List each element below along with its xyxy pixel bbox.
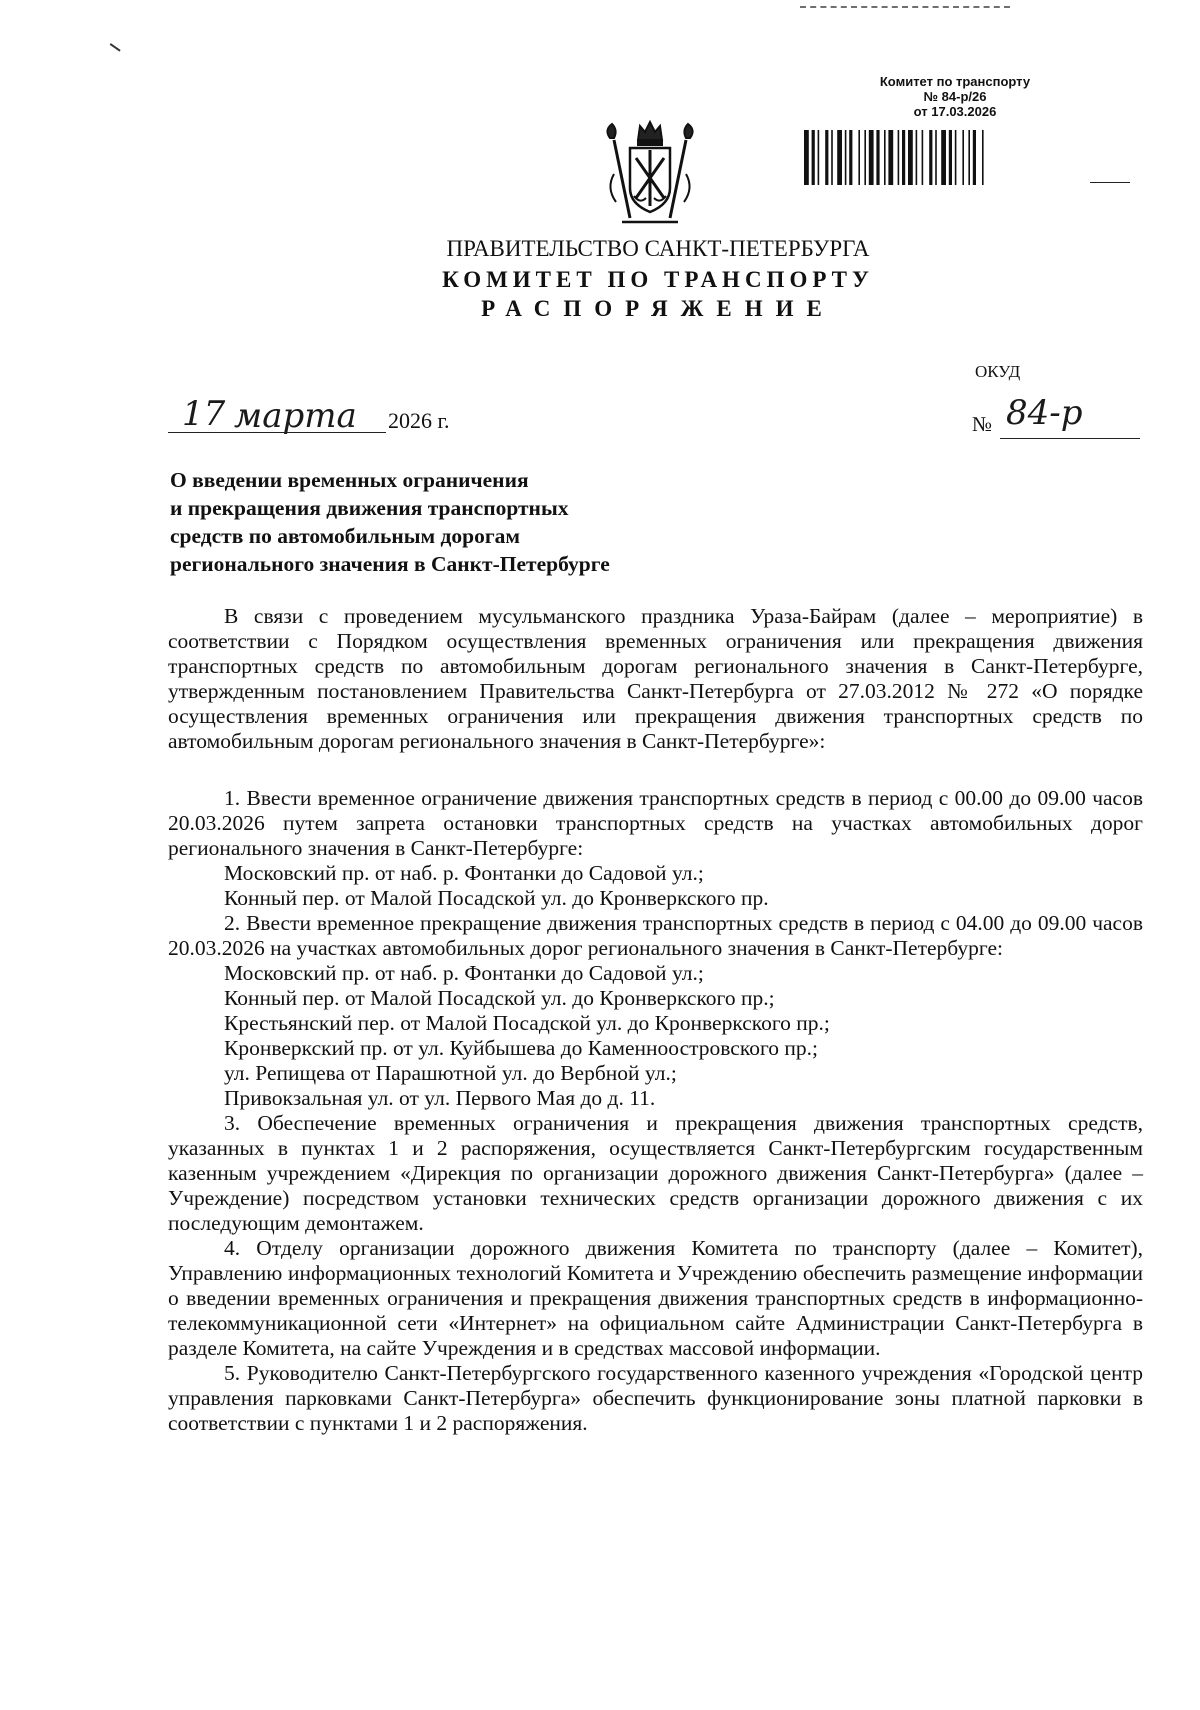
street-item: Московский пр. от наб. р. Фонтанки до Садовой ул.; [224,961,704,985]
stamp-committee: Комитет по транспорту [879,74,1031,89]
street-item: Конный пер. от Малой Посадской ул. до Кронверкского пр.; [224,986,775,1010]
street-item: Привокзальная ул. от ул. Первого Мая до д. 11. [224,1086,656,1110]
scan-artifact [800,6,1010,11]
item-1: 1. Ввести временное ограничение движения транспортных средств в период с 00.00 до 09.00 часов 20.03.2026 путем запрета остановки транспортных средств на участках автомобильных дорог регионального значения в Санкт-Петербурге: [168,786,1143,860]
item-5: 5. Руководителю Санкт-Петербургского государственного казенного учреждения «Городской центр управления парковками Санкт-Петербурга» обеспечить функционирование зоны платной парковки в соответствии с пунктами 1 и 2 распоряжения. [168,1361,1143,1435]
order-number-label: № [972,412,993,436]
date-month-handwritten: марта [234,396,357,436]
street-item: ул. Репищева от Парашютной ул. до Вербной ул.; [224,1061,677,1085]
registration-stamp [800,74,1110,119]
title-line: О введении временных ограничения [170,468,529,492]
document-title [170,466,610,578]
street-item: Крестьянский пер. от Малой Посадской ул. до Кронверкского пр.; [224,1011,830,1035]
government-heading: ПРАВИТЕЛЬСТВО САНКТ-ПЕТЕРБУРГА [446,236,870,261]
committee-heading: КОМИТЕТ ПО ТРАНСПОРТУ [442,267,874,292]
document-body [168,604,1143,1436]
title-line: и прекращения движения транспортных [170,496,569,520]
item-4: 4. Отделу организации дорожного движения Комитета по транспорту (далее – Комитет), Управлению информационных технологий Комитета и Учреждению обеспечить размещение информации о введении временных ограничения и прекращения движения транспортных средств в информационно-телекоммуникационной сети «Интернет» на официальном сайте Администрации Санкт-Петербурга в разделе Комитета, на сайте Учреждения и в средствах массовой информации. [168,1236,1143,1360]
item-2: 2. Ввести временное прекращение движения транспортных средств в период с 04.00 до 09.00 часов 20.03.2026 на участках автомобильных дорог регионального значения в Санкт-Петербурге: [168,911,1143,960]
stamp-date: от 17.03.2026 [913,104,997,119]
coat-of-arms-icon [600,118,700,230]
document-type-heading: РАСПОРЯЖЕНИЕ [481,296,835,321]
okud-label: ОКУД [975,362,1021,381]
scan-artifact [107,43,120,55]
title-line: средств по автомобильным дорогам [170,524,521,548]
date-year: 2026 г. [388,408,450,433]
order-number-handwritten: 84-р [1006,393,1083,433]
item-3: 3. Обеспечение временных ограничения и прекращения движения транспортных средств, указанных в пунктах 1 и 2 распоряжения, осуществляется Санкт-Петербургским государственным казенным учреждением «Дирекция по организации дорожного движения Санкт-Петербурга» (далее – Учреждение) посредством установки технических средств организации дорожного движения с их последующим демонтажем. [168,1111,1143,1235]
stamp-number: № 84-р/26 [923,89,987,104]
barcode-underline [1090,182,1130,183]
date-underline [168,432,386,433]
street-item: Московский пр. от наб. р. Фонтанки до Садовой ул.; [224,861,704,885]
title-line: регионального значения в Санкт-Петербурге [170,552,610,576]
preamble-paragraph: В связи с проведением мусульманского праздника Ураза-Байрам (далее – мероприятие) в соответствии с Порядком осуществления временных ограничения или прекращения движения транспортных средств по автомобильным дорогам регионального значения в Санкт-Петербурге, утвержденным постановлением Правительства Санкт-Петербурга от 27.03.2012 № 272 «О порядке осуществления временных ограничения или прекращения движения транспортных средств по автомобильным дорогам регионального значения в Санкт-Петербурге»: [168,604,1143,753]
street-item: Конный пер. от Малой Посадской ул. до Кронверкского пр. [224,886,769,910]
barcode [802,130,1102,185]
date-day-handwritten: 17 [182,394,226,434]
order-number-underline [1000,438,1140,439]
street-item: Кронверкский пр. от ул. Куйбышева до Каменноостровского пр.; [224,1036,818,1060]
